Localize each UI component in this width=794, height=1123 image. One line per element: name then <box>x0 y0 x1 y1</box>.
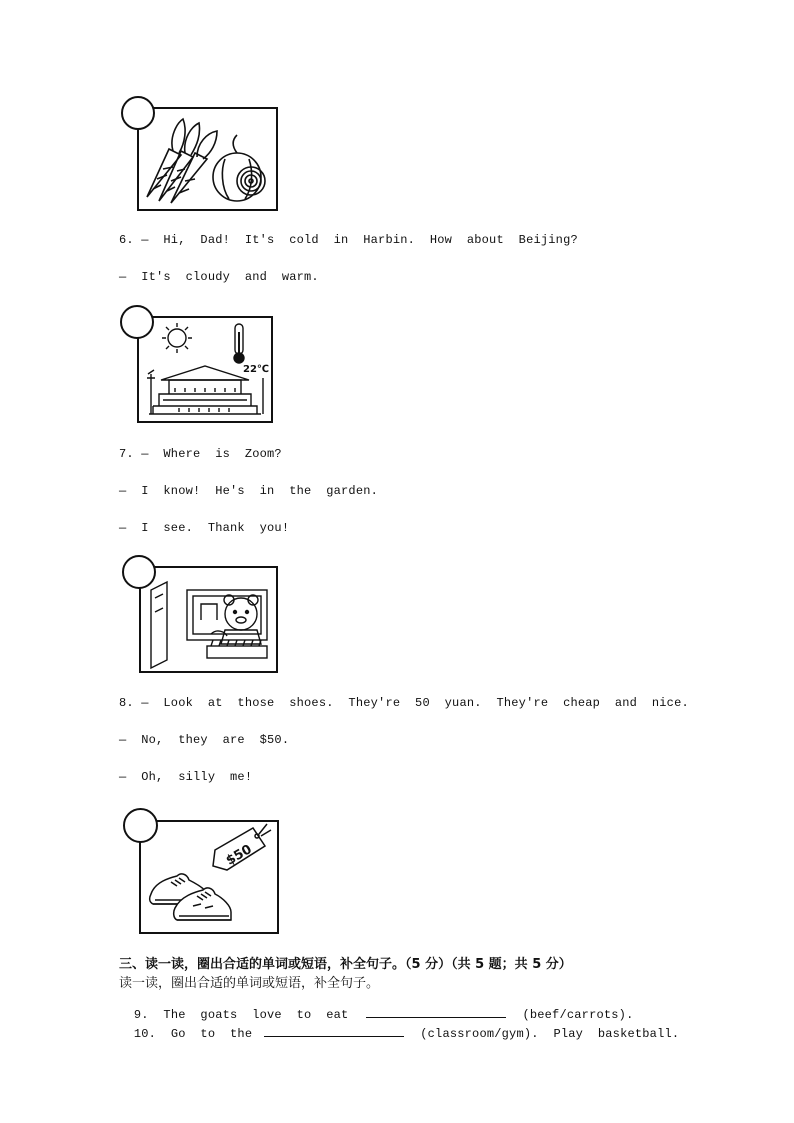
q8-line-1: 8. — Look at those shoes. They're 50 yuan. They're cheap and nice. <box>119 696 689 710</box>
q10-line <box>119 1010 679 1041</box>
carrots-onion-drawing <box>139 109 276 209</box>
shoes-price-drawing <box>141 822 277 932</box>
answer-circle-8[interactable] <box>123 808 158 843</box>
q7-line-2: — I know! He's in the garden. <box>119 484 379 498</box>
section-3-instruction: 读一读，圈出合适的单词或短语，补全句子。 <box>119 976 380 991</box>
picture-zoom-garden <box>139 566 278 673</box>
q9-text-after: (beef/carrots). <box>522 1008 634 1022</box>
q10-text-after: (classroom/gym). Play basketball. <box>420 1027 680 1041</box>
section-3-heading: 三、读一读，圈出合适的单词或短语，补全句子。（5 分）（共 5 题；共 5 分） <box>119 957 572 972</box>
q6-line-2: — It's cloudy and warm. <box>119 270 319 284</box>
picture-beijing-weather <box>137 316 273 423</box>
q7-line-3: — I see. Thank you! <box>119 521 290 535</box>
q8-line-2: — No, they are $50. <box>119 733 290 747</box>
q7-line-1: 7. — Where is Zoom? <box>119 447 282 461</box>
q6-line-1: 6. — Hi, Dad! It's cold in Harbin. How about Beijing? <box>119 233 578 247</box>
price-tag-label: $50 <box>223 842 255 869</box>
q10-text-before: 10. Go to the <box>133 1027 253 1041</box>
answer-circle-6[interactable] <box>120 305 154 339</box>
temperature-label: 22℃ <box>243 364 270 375</box>
picture-carrots-onion <box>137 107 278 211</box>
beijing-weather-drawing <box>139 318 271 421</box>
answer-circle-5[interactable] <box>121 96 155 130</box>
q8-line-3: — Oh, silly me! <box>119 770 253 784</box>
zoom-garden-drawing <box>141 568 276 671</box>
q10-answer-blank[interactable] <box>264 1024 404 1037</box>
q9-text-before: 9. The goats love to eat <box>133 1008 349 1022</box>
picture-shoes-price <box>139 820 279 934</box>
answer-circle-7[interactable] <box>122 555 156 589</box>
